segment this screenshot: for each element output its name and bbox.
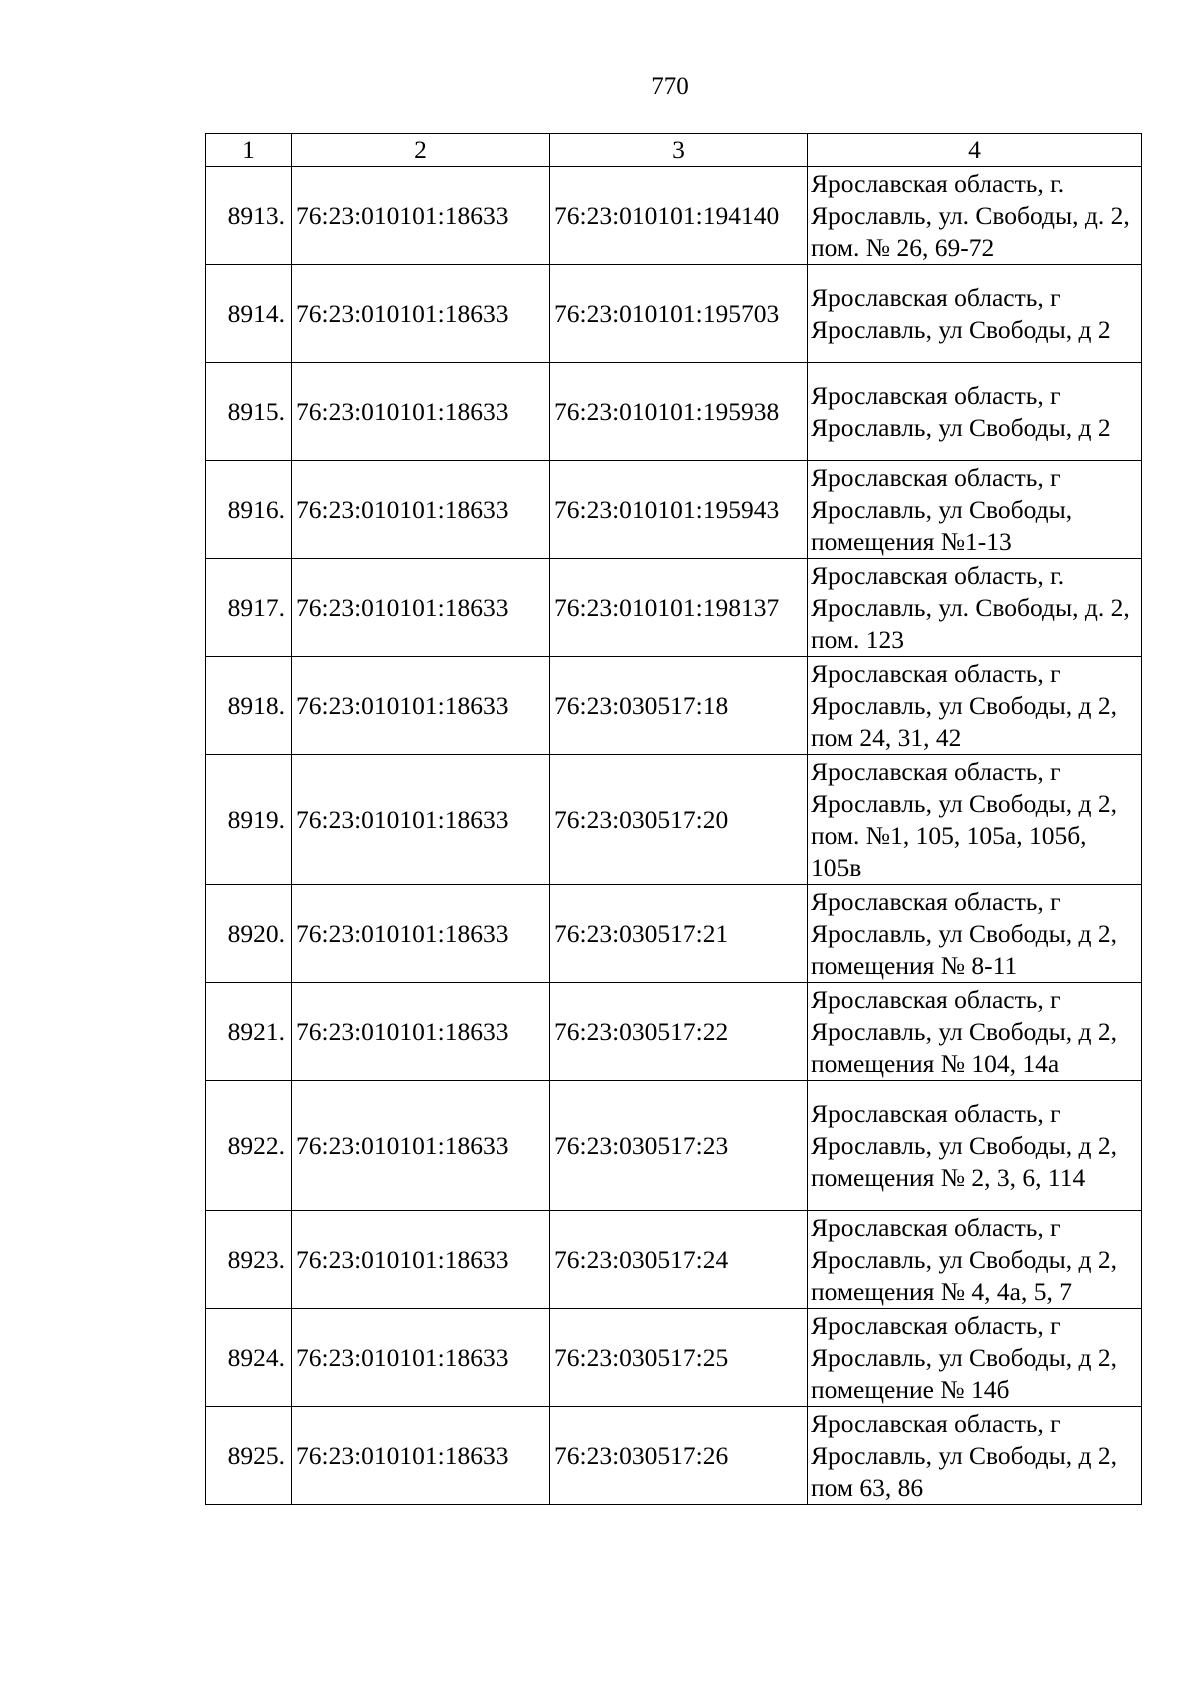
parent-cadastral-number: 76:23:010101:18633 (292, 363, 550, 461)
row-number: 8923. (206, 1211, 292, 1309)
address: Ярославская область, г Ярославль, ул Свободы, д 2, помещения № 4, 4а, 5, 7 (808, 1211, 1142, 1309)
address: Ярославская область, г Ярославль, ул Свободы, д 2, пом 63, 86 (808, 1407, 1142, 1505)
table-row (206, 363, 1142, 461)
address: Ярославская область, г Ярославль, ул Свободы, д 2, помещения № 2, 3, 6, 114 (808, 1081, 1142, 1211)
address: Ярославская область, г Ярославль, ул Свободы, д 2 (808, 265, 1142, 363)
address: Ярославская область, г Ярославль, ул Свободы, д 2, пом. №1, 105, 105а, 105б, 105в (808, 755, 1142, 885)
cadastral-number: 76:23:010101:198137 (550, 559, 808, 657)
address: Ярославская область, г. Ярославль, ул. Свободы, д. 2, пом. № 26, 69-72 (808, 167, 1142, 265)
table-header-row (206, 134, 1142, 167)
table-row (206, 885, 1142, 983)
parent-cadastral-number: 76:23:010101:18633 (292, 167, 550, 265)
parent-cadastral-number: 76:23:010101:18633 (292, 265, 550, 363)
parent-cadastral-number: 76:23:010101:18633 (292, 1407, 550, 1505)
row-number: 8915. (206, 363, 292, 461)
table-row (206, 559, 1142, 657)
cadastral-number: 76:23:010101:195943 (550, 461, 808, 559)
table-row (206, 167, 1142, 265)
cadastral-number: 76:23:030517:21 (550, 885, 808, 983)
cadastral-number: 76:23:030517:22 (550, 983, 808, 1081)
cadastral-number: 76:23:010101:194140 (550, 167, 808, 265)
cadastral-number: 76:23:010101:195938 (550, 363, 808, 461)
row-number: 8913. (206, 167, 292, 265)
row-number: 8917. (206, 559, 292, 657)
cadastral-number: 76:23:010101:195703 (550, 265, 808, 363)
parent-cadastral-number: 76:23:010101:18633 (292, 559, 550, 657)
address: Ярославская область, г Ярославль, ул Свободы, д 2, пом 24, 31, 42 (808, 657, 1142, 755)
parent-cadastral-number: 76:23:010101:18633 (292, 983, 550, 1081)
cadastral-number: 76:23:030517:20 (550, 755, 808, 885)
parent-cadastral-number: 76:23:010101:18633 (292, 755, 550, 885)
parent-cadastral-number: 76:23:010101:18633 (292, 885, 550, 983)
row-number: 8924. (206, 1309, 292, 1407)
address: Ярославская область, г Ярославль, ул Свободы, д 2, помещения № 104, 14а (808, 983, 1142, 1081)
row-number: 8922. (206, 1081, 292, 1211)
table-row (206, 1081, 1142, 1211)
parent-cadastral-number: 76:23:010101:18633 (292, 1211, 550, 1309)
table-row (206, 755, 1142, 885)
address: Ярославская область, г Ярославль, ул Свободы, д 2, помещения № 8-11 (808, 885, 1142, 983)
table-row (206, 983, 1142, 1081)
page-number: 770 (651, 73, 689, 100)
column-header: 4 (808, 134, 1142, 167)
address: Ярославская область, г Ярославль, ул Свободы, д 2 (808, 363, 1142, 461)
cadastral-number: 76:23:030517:23 (550, 1081, 808, 1211)
cadastral-number: 76:23:030517:18 (550, 657, 808, 755)
table-row (206, 1309, 1142, 1407)
table-row (206, 265, 1142, 363)
parent-cadastral-number: 76:23:010101:18633 (292, 1081, 550, 1211)
column-header: 1 (206, 134, 292, 167)
parent-cadastral-number: 76:23:010101:18633 (292, 1309, 550, 1407)
address: Ярославская область, г. Ярославль, ул. Свободы, д. 2, пом. 123 (808, 559, 1142, 657)
table-row (206, 461, 1142, 559)
cadastral-number: 76:23:030517:26 (550, 1407, 808, 1505)
row-number: 8925. (206, 1407, 292, 1505)
column-header: 2 (292, 134, 550, 167)
address: Ярославская область, г Ярославль, ул Свободы, д 2, помещение № 14б (808, 1309, 1142, 1407)
row-number: 8920. (206, 885, 292, 983)
cadastral-number: 76:23:030517:24 (550, 1211, 808, 1309)
row-number: 8919. (206, 755, 292, 885)
registry-table (205, 133, 1142, 1505)
parent-cadastral-number: 76:23:010101:18633 (292, 461, 550, 559)
row-number: 8914. (206, 265, 292, 363)
table-row (206, 1407, 1142, 1505)
row-number: 8921. (206, 983, 292, 1081)
row-number: 8916. (206, 461, 292, 559)
table-row (206, 1211, 1142, 1309)
column-header: 3 (550, 134, 808, 167)
row-number: 8918. (206, 657, 292, 755)
cadastral-number: 76:23:030517:25 (550, 1309, 808, 1407)
table-row (206, 657, 1142, 755)
parent-cadastral-number: 76:23:010101:18633 (292, 657, 550, 755)
address: Ярославская область, г Ярославль, ул Свободы, помещения №1-13 (808, 461, 1142, 559)
